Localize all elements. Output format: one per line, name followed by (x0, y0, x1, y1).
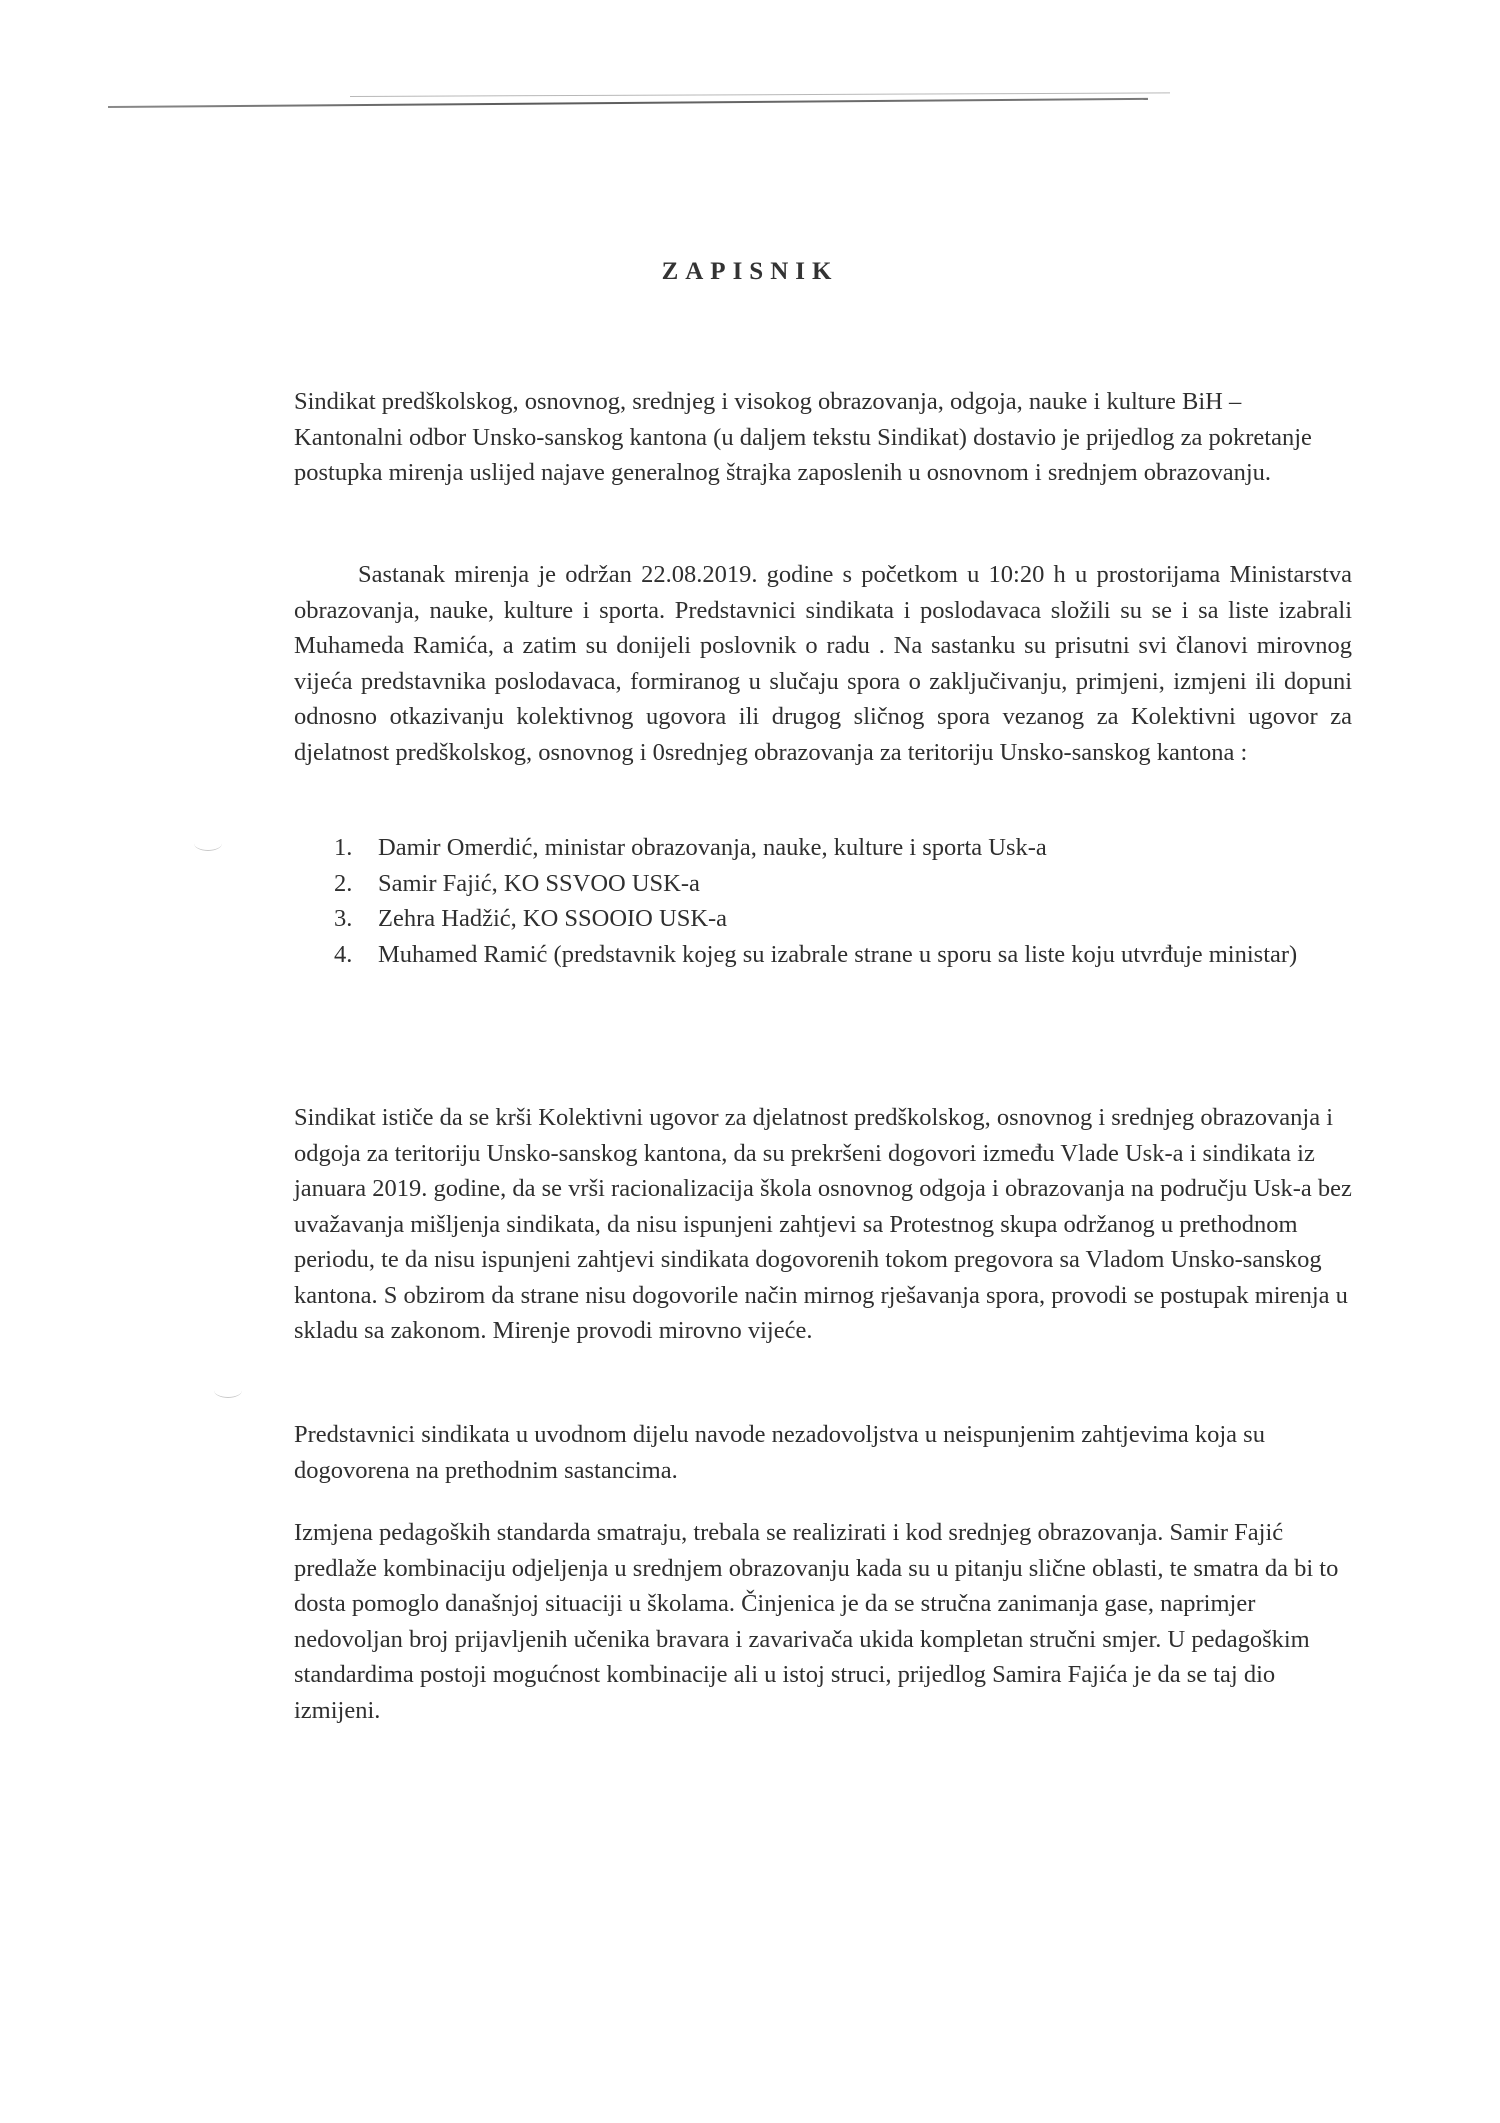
scan-artifact-line-thin (350, 92, 1170, 97)
list-item (334, 866, 1352, 902)
list-item-number: 2. (334, 869, 353, 897)
list-item-number: 4. (334, 940, 353, 968)
council-members-list (334, 830, 1352, 972)
scan-artifact-line (108, 98, 1148, 108)
punch-hole-mark (214, 1383, 242, 1398)
list-item-number: 1. (334, 834, 353, 861)
list-item-text: Muhamed Ramić (predstavnik kojeg su izabrale strane u sporu sa liste koju utvrđuje ministar) (378, 940, 1298, 968)
union-claims-paragraph: Sindikat ističe da se krši Kolektivni ugovor za djelatnost predškolskog, osnovnog i srednjeg obrazovanja i odgoja za teritoriju Unsko-sanskog kantona, da su prekršeni dogovori između Vlade Usk-a i sindikata iz januara 2019. godine, da se vrši racionalizacija škola osnovnog odgoja i obrazovanja na području Usk-a bez uvažavanja mišljenja sindikata, da nisu ispunjeni zahtjevi sa Protestnog skupa održanog u prethodnom periodu, te da nisu ispunjeni zahtjevi sindikata dogovorenih tokom pregovora sa Vladom Unsko-sanskog kantona. S obzirom da strane nisu dogovorile način mirnog rješavanja spora, provodi se postupak mirenja u skladu sa zakonom. Mirenje provodi mirovno vijeće. (294, 1104, 1352, 1344)
list-item (334, 937, 1352, 973)
document-title: ZAPISNIK (661, 258, 839, 285)
intro-paragraph: Sindikat predškolskog, osnovnog, srednjeg i visokog obrazovanja, odgoja, nauke i kulture BiH – Kantonalni odbor Unsko-sanskog kantona (u daljem tekstu Sindikat) dostavio je prijedlog za pokretanje postupka mirenja uslijed najave generalnog štrajka zaposlenih u osnovnom i srednjem obrazovanju. (294, 388, 1312, 486)
list-item-number: 3. (334, 905, 353, 932)
punch-hole-mark (194, 836, 222, 851)
union-dissatisfaction-paragraph: Predstavnici sindikata u uvodnom dijelu navode nezadovoljstva u neispunjenim zahtjevima koja su dogovorena na prethodnim sastancima. (294, 1421, 1265, 1484)
list-item (334, 830, 1352, 866)
pedagogical-standards-paragraph: Izmjena pedagoških standarda smatraju, trebala se realizirati i kod srednjeg obrazovanja. Samir Fajić predlaže kombinaciju odjeljenja u srednjem obrazovanju kada su u pitanju slične oblasti, te smatra da bi to dosta pomoglo današnjoj situaciji u školama. Činjenica je da se stručna zanimanja gase, naprimjer nedovoljan broj prijavljenih učenika bravara i zavarivača ukida kompletan stručni smjer. U pedagoškim standardima postoji mogućnost kombinacije ali u istoj struci, prijedlog Samira Fajića je da se taj dio izmijeni. (294, 1519, 1339, 1724)
list-item-text: Damir Omerdić, ministar obrazovanja, nauke, kulture i sporta Usk-a (378, 834, 1047, 861)
list-item-text: Zehra Hadžić, KO SSOOIO USK-a (378, 905, 728, 932)
meeting-paragraph: Sastanak mirenja je održan 22.08.2019. godine s početkom u 10:20 h u prostorijama Ministarstva obrazovanja, nauke, kulture i sporta. Predstavnici sindikata i poslodavaca složili su se i sa liste izabrali Muhameda Ramića, a zatim su donijeli poslovnik o radu . Na sastanku su prisutni svi članovi mirovnog vijeća predstavnika poslodavaca, formiranog u slučaju spora o zaključivanju, primjeni, izmjeni ili dopuni odnosno otkazivanju kolektivnog ugovora ili drugog sličnog spora vezanog za Kolektivni ugovor za djelatnost predškolskog, osnovnog i 0srednjeg obrazovanja za teritoriju Unsko-sanskog kantona : (294, 561, 1352, 766)
list-item (334, 901, 1352, 937)
list-item-text: Samir Fajić, KO SSVOO USK-a (378, 869, 700, 897)
